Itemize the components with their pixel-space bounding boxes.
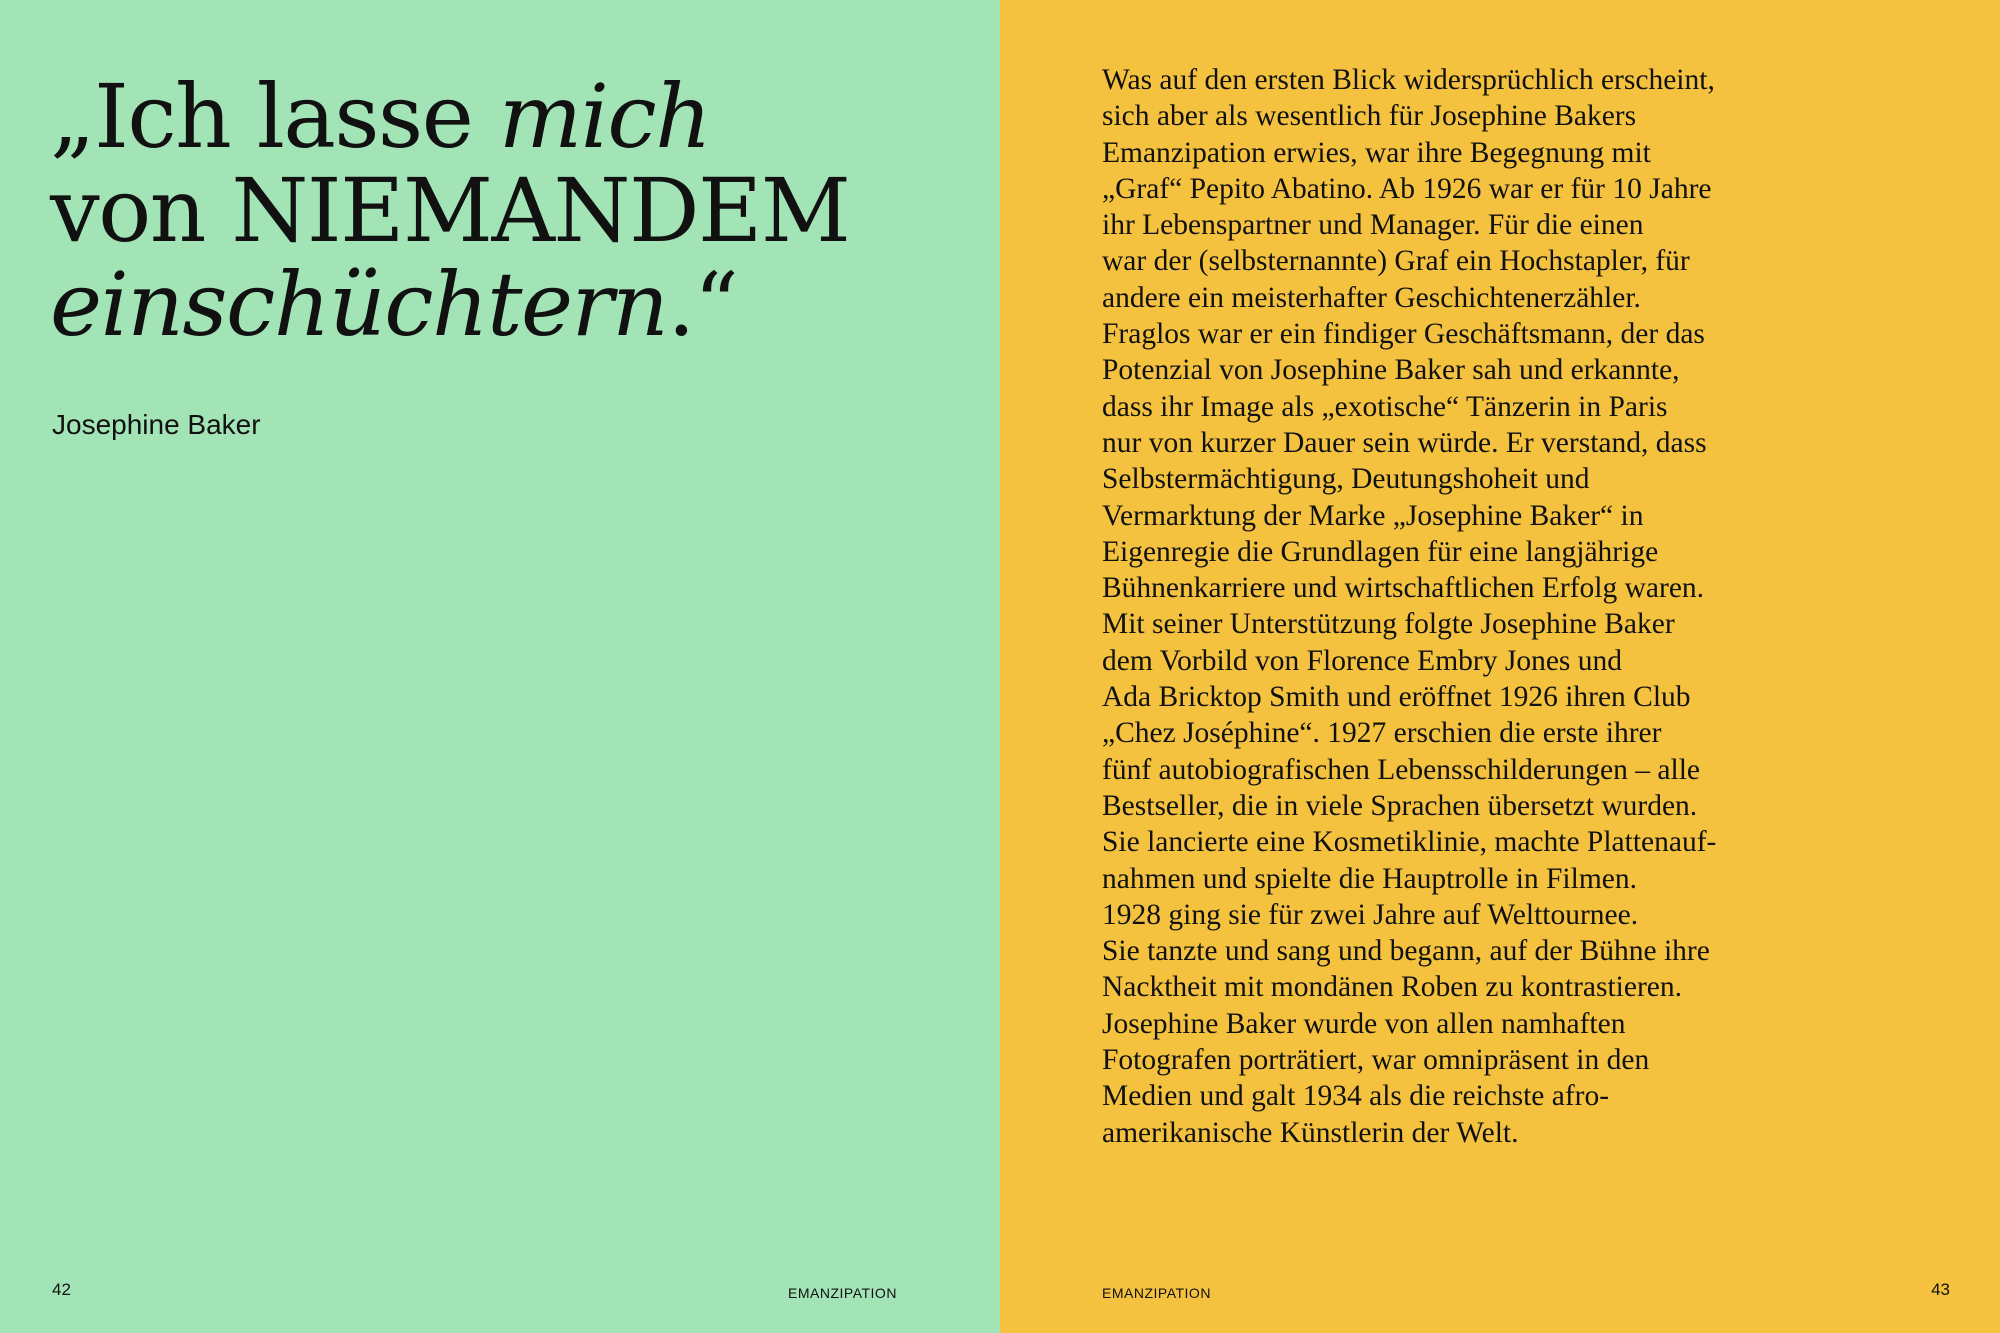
body-text-line: „Graf“ Pepito Abatino. Ab 1926 war er für 10 Jahre — [1102, 172, 1712, 205]
body-text-line: Fotografen porträtiert, war omnipräsent in den — [1102, 1044, 1650, 1077]
running-footer-right: EMANZIPATION — [1102, 1285, 1211, 1301]
body-text-line: ihr Lebenspartner und Manager. Für die einen — [1102, 209, 1644, 242]
body-text-line: Mit seiner Unterstützung folgte Josephine Baker — [1102, 608, 1675, 641]
body-text-line: 1928 ging sie für zwei Jahre auf Welttournee. — [1102, 898, 1639, 931]
body-text-line: Fraglos war er ein findiger Geschäftsmann, der das — [1102, 318, 1705, 351]
body-text-line: Eigenregie die Grundlagen für eine langjährige — [1102, 535, 1659, 568]
body-text-line: Vermarktung der Marke „Josephine Baker“ in — [1102, 499, 1644, 532]
body-text-line: Josephine Baker wurde von allen namhaften — [1102, 1007, 1626, 1040]
quote-line-3 — [50, 253, 849, 356]
quote-line-3-italic: einschüchtern — [50, 253, 668, 356]
quote-line-1-italic: mich — [498, 65, 711, 168]
page-number-right: 43 — [1931, 1280, 1950, 1299]
body-text-line: Bestseller, die in viele Sprachen übersetzt wurden. — [1102, 789, 1698, 822]
right-page — [1000, 0, 2000, 1333]
body-text-line: sich aber als wesentlich für Josephine Bakers — [1102, 100, 1637, 133]
body-text-line: dem Vorbild von Florence Embry Jones und — [1102, 644, 1623, 677]
body-text-line: nahmen und spielte die Hauptrolle in Filmen. — [1102, 862, 1637, 895]
body-text-line: Bühnenkarriere und wirtschaftlichen Erfolg waren. — [1102, 572, 1705, 605]
body-text-line: fünf autobiografischen Lebensschilderungen – alle — [1102, 753, 1700, 786]
running-footer-left: EMANZIPATION — [788, 1285, 897, 1301]
body-text-line: Potenzial von Josephine Baker sah und erkannte, — [1102, 354, 1680, 387]
body-text-line: nur von kurzer Dauer sein würde. Er verstand, dass — [1102, 426, 1707, 459]
body-text-line: andere ein meisterhafter Geschichtenerzähler. — [1102, 281, 1641, 314]
quote-line-2: von NIEMANDEM — [50, 159, 850, 262]
pull-quote — [50, 65, 850, 356]
body-text-line: Ada Bricktop Smith und eröffnet 1926 ihren Club — [1102, 681, 1691, 714]
body-text-line: dass ihr Image als „exotische“ Tänzerin in Paris — [1102, 390, 1668, 423]
body-text-line: Sie tanzte und sang und begann, auf der Bühne ihre — [1102, 935, 1710, 968]
page-number-left: 42 — [52, 1280, 71, 1299]
body-text-line: Medien und galt 1934 als die reichste afro- — [1102, 1080, 1610, 1113]
quote-line-1-text: „Ich lasse — [50, 65, 499, 168]
body-text-line: amerikanische Künstlerin der Welt. — [1102, 1116, 1519, 1149]
body-text-line: „Chez Joséphine“. 1927 erschien die erste ihrer — [1102, 717, 1662, 750]
body-text-line: war der (selbsternannte) Graf ein Hochstapler, für — [1102, 245, 1690, 278]
body-text-line: Emanzipation erwies, war ihre Begegnung mit — [1102, 136, 1651, 169]
quote-author: Josephine Baker — [52, 409, 261, 440]
quote-line-3-text: .“ — [667, 253, 738, 356]
body-text-line: Sie lancierte eine Kosmetiklinie, machte Plattenauf- — [1102, 826, 1717, 859]
body-text-line: Selbstermächtigung, Deutungshoheit und — [1102, 463, 1590, 496]
quote-line-1 — [50, 65, 849, 168]
body-text — [1102, 62, 1862, 1151]
body-text-line: Was auf den ersten Blick widersprüchlich erscheint, — [1102, 64, 1715, 96]
body-text-line: Nacktheit mit mondänen Roben zu kontrastieren. — [1102, 971, 1683, 1004]
